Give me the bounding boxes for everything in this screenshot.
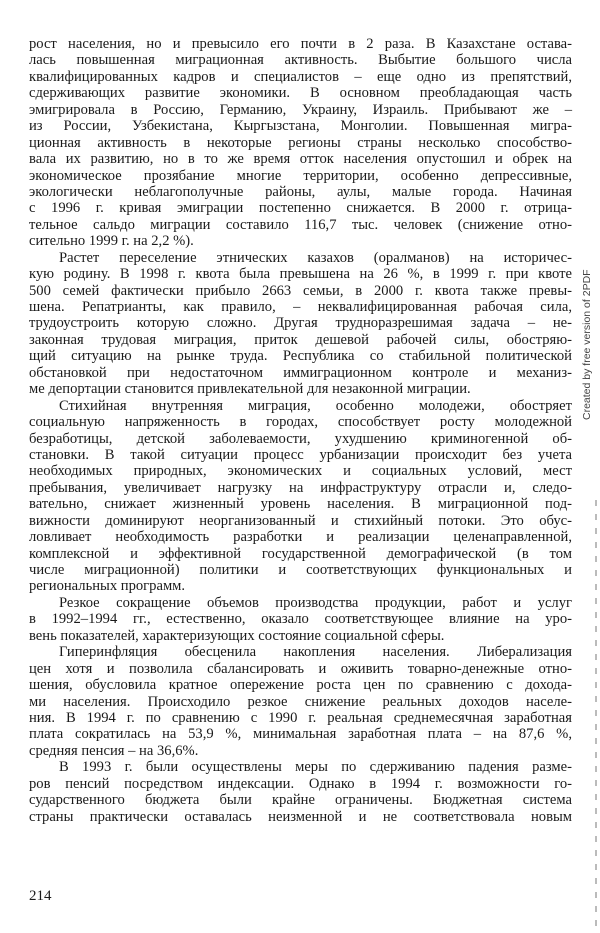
text-line: Резкое сокращение объемов производства продукции, работ и услуг bbox=[59, 594, 572, 611]
text-line: средняя пенсия – на 36,6%. bbox=[29, 742, 199, 759]
text-line: ми населения. Происходило резкое снижение реальных доходов населе- bbox=[29, 693, 572, 710]
watermark: Created by free version of 2PDF bbox=[581, 269, 593, 420]
text-line: в 1992–1994 гг., естественно, оказало соответствующее влияние на уро- bbox=[29, 611, 572, 628]
text-line: становки. В такой ситуации процесс урбанизации происходит без учета bbox=[29, 446, 572, 463]
page-number: 214 bbox=[29, 888, 52, 904]
text-line: ме депортации становится привлекательной для незаконной миграции. bbox=[29, 381, 471, 398]
text-line: вижности доминируют неорганизованный и стихийный потоки. Это обус- bbox=[29, 512, 572, 529]
text-line: вень показателей, характеризующих состояние социальной сферы. bbox=[29, 627, 445, 644]
text-line: трудоустроить которую сложно. Другая трудноразрешимая задача – не- bbox=[29, 315, 572, 332]
paragraph bbox=[29, 644, 572, 759]
text-line: пребывания, увеличивает нагрузку на инфраструктуру отрасли и, следо- bbox=[29, 479, 572, 496]
paragraph bbox=[29, 595, 572, 644]
paragraph bbox=[29, 759, 572, 825]
text-line: эмигрировала в Россию, Германию, Украину, Израиль. Прибывают же – bbox=[29, 101, 572, 118]
text-line: страны практически оставалась неизменной и не соответствовала новым bbox=[29, 808, 572, 825]
text-line: сударственного бюджета были крайне ограничены. Бюджетная система bbox=[29, 792, 572, 809]
text-line: лась повышенная миграционная активность. Выбытие большого числа bbox=[29, 52, 572, 69]
text-line: Стихийная внутренняя миграция, особенно молодежи, обостряет bbox=[59, 397, 572, 414]
text-line: сдерживающих развитие экономики. В основном преобладающая часть bbox=[29, 85, 572, 102]
text-line: сительно 1999 г. на 2,2 %). bbox=[29, 233, 194, 250]
text-line: вала их развитию, но в то же время отток населения опустошил и обрек на bbox=[29, 151, 572, 168]
page-edge-scan-artifact bbox=[595, 500, 597, 930]
text-line: социальную напряженность в городах, способствует росту молодежной bbox=[29, 414, 572, 431]
text-line: цен хотя и позволила сбалансировать и оживить товарно-денежные отно- bbox=[29, 660, 572, 677]
text-line: экономическое прозябание многие территории, особенно депрессивные, bbox=[29, 167, 572, 184]
text-line: ционная активность в некоторые регионы страны несколько способство- bbox=[29, 134, 572, 151]
text-line: шена. Репатрианты, как правило, – неквалифицированная рабочая сила, bbox=[29, 299, 572, 315]
text-line: ния. В 1994 г. по сравнению с 1990 г. реальная среднемесячная заработная bbox=[29, 709, 572, 726]
paragraph bbox=[29, 250, 572, 398]
text-line: безработицы, детской заболеваемости, ухудшению криминогенной об- bbox=[29, 430, 572, 447]
text-line: тельное сальдо миграции составило 116,7 тыс. человек (снижение отно- bbox=[29, 216, 572, 233]
text-line: рост населения, но и превысило его почти в 2 раза. В Казахстане остава- bbox=[29, 36, 572, 52]
text-line: щий ситуацию на рынке труда. Республика со стабильной политической bbox=[29, 348, 572, 365]
text-line: ловливает необходимость разработки и реализации целенаправленной, bbox=[29, 529, 572, 546]
text-line: В 1993 г. были осуществлены меры по сдерживанию падения разме- bbox=[59, 759, 572, 776]
paragraph bbox=[29, 398, 572, 595]
text-line: экологически неблагополучные районы, аулы, малые города. Начиная bbox=[29, 183, 572, 200]
text-line: из России, Узбекистана, Кыргызстана, Монголии. Повышенная мигра- bbox=[29, 118, 572, 135]
text-line: шения, обусловила кратное опережение роста цен по сравнению с дохода- bbox=[29, 677, 572, 694]
body-text bbox=[29, 36, 572, 825]
text-line: числе миграционной) политики и соответствующих функциональных и bbox=[29, 562, 572, 578]
text-line: квалифицированных кадров и специалистов – еще одно из препятствий, bbox=[29, 68, 572, 85]
text-line: с 1996 г. кривая эмиграции постепенно снижается. В 2000 г. отрица- bbox=[29, 200, 572, 217]
text-line: вательно, снижает жизненный уровень населения. В миграционной под- bbox=[29, 496, 572, 513]
text-line: Растет переселение этнических казахов (оралманов) на историчес- bbox=[59, 249, 572, 266]
text-line: Гиперинфляция обесценила накопления населения. Либерализация bbox=[59, 644, 572, 661]
text-line: обстановкой при недостаточном иммиграционном контроле и механиз- bbox=[29, 364, 572, 381]
text-line: необходимых природных, экономических и социальных условий, мест bbox=[29, 463, 572, 480]
paragraph bbox=[29, 36, 572, 250]
text-line: законная трудовая миграция, приток дешевой рабочей силы, обостряю- bbox=[29, 331, 572, 348]
text-line: кую родину. В 1998 г. квота была превышена на 26 %, в 1999 г. при квоте bbox=[29, 266, 572, 283]
text-line: региональных программ. bbox=[29, 578, 186, 595]
text-line: плата сократилась на 53,9 %, минимальная заработная плата – на 87,6 %, bbox=[29, 726, 572, 743]
text-line: комплексной и эффективной государственной демографической (в том bbox=[29, 545, 572, 562]
text-line: ров пенсий посредством индексации. Однако в 1994 г. возможности го- bbox=[29, 775, 572, 792]
text-line: 500 семей фактически прибыло 2663 семьи, в 2000 г. квота также превы- bbox=[29, 282, 572, 299]
